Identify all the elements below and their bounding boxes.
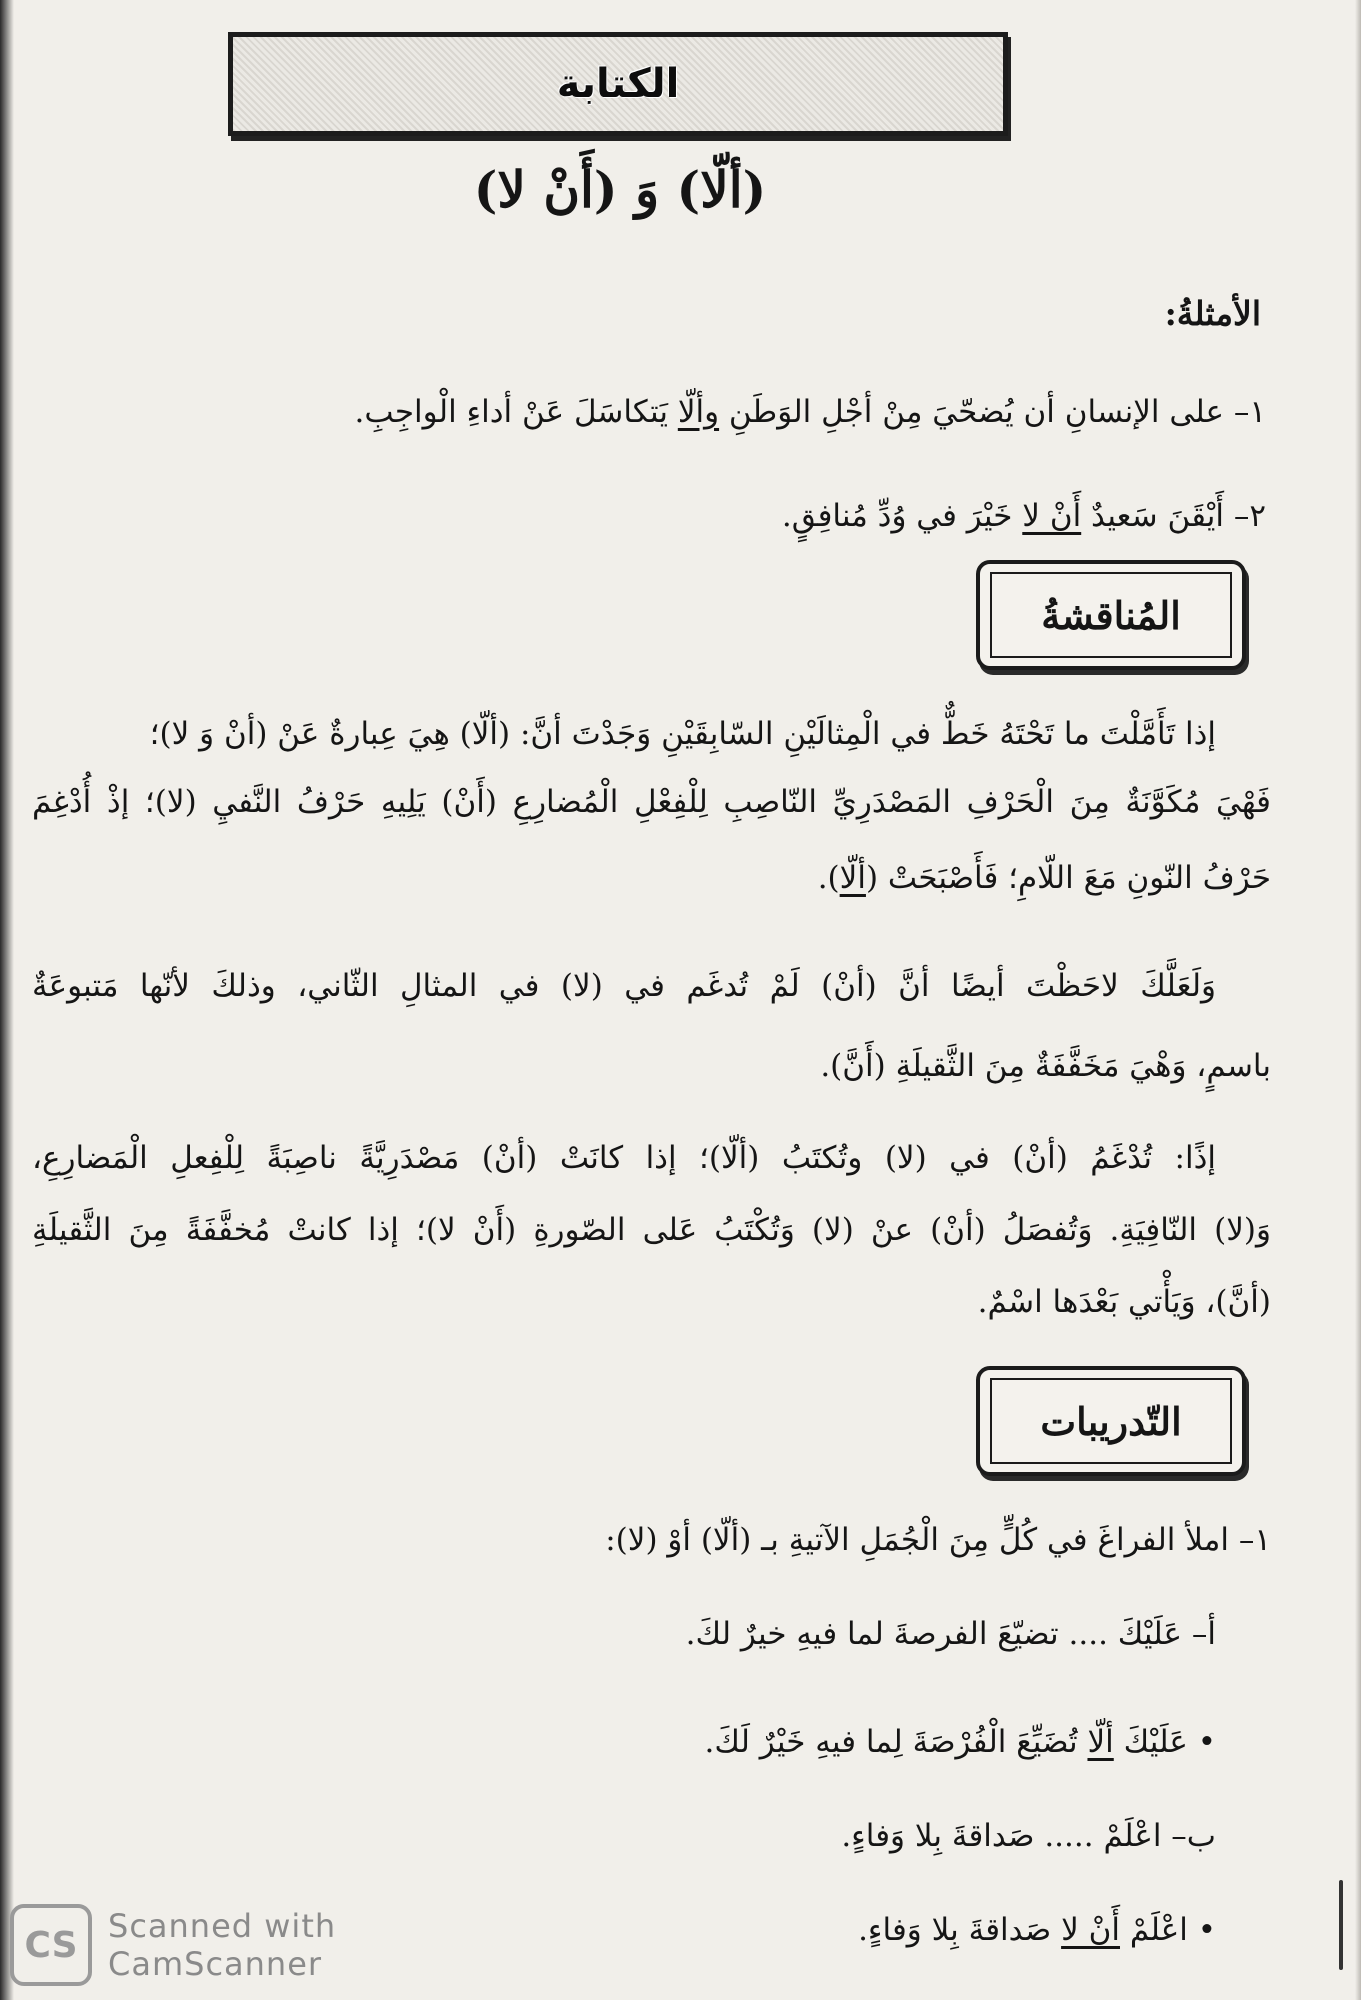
exercise-1b-answer [858,1904,1216,1956]
discussion-line-2: فَهْيَ مُكَوَّنَةٌ مِنَ الْحَرْفِ المَصْدَرِيِّ النّاصِبِ لِلْفِعْلِ الْمُضارِعِ (أَنْ) يَلِيهِ حَرْفُ النَّفيِ (لا)؛ إذْ أُدْغِمَ [32,784,1271,820]
discussion-line-7: وَ(لا) النّافِيَةِ. وَتُفصَلُ (أنْ) عنْ (لا) وَتُكْتَبُ عَلى الصّورةِ (أَنْ لا)؛ إذا كانتْ مُخفَّفَةً مِنَ الثَّقيلَةِ [32,1212,1271,1248]
exercise-1b-answer-start: • اعْلَمْ [1120,1912,1216,1948]
exercise-1b-answer-underlined: أَنْ لا [1061,1912,1120,1948]
discussion-line-3-start: حَرْفُ النّونِ مَعَ اللّامِ؛ فَأَصْبَحَتْ ( [865,860,1271,896]
lesson-title: (ألّا) وَ (أَنْ لا) [473,160,767,219]
exercise-1a-question: أ– عَلَيْكَ .... تضيّعَ الفرصةَ لما فيهِ خيرٌ لكَ. [685,1616,1216,1652]
example-1 [230,384,1266,440]
example-2-underlined: أَنْ لا [1022,498,1082,534]
section-banner [228,32,1008,136]
exercises-heading: التّدريبات [1040,1398,1182,1444]
exercise-1a-answer-underlined: ألّا [1087,1724,1114,1760]
example-2-text-start: ٢– أَيْقَنَ سَعيدٌ [1081,498,1266,534]
example-2 [782,490,1266,542]
exercise-1a-answer-end: تُضَيِّعَ الْفُرْصَةَ لِما فيهِ خَيْرٌ لَكَ. [704,1724,1088,1760]
discussion-line-3 [818,852,1271,904]
example-1-underlined: وألّا [677,394,720,430]
camscanner-line-2: CamScanner [108,1945,323,1983]
examples-heading: الأمثلةُ: [1164,294,1261,333]
scan-edge-shadow [0,0,14,2000]
example-2-text-end: خَيْرَ في وُدِّ مُنافِقٍ. [781,498,1023,534]
exercise-1-prompt: ١– املأ الفراغَ في كُلٍّ مِنَ الْجُمَلِ الآتيةِ بـ (ألّا) أوْ (لا): [605,1522,1271,1558]
scan-edge-right [1355,0,1361,2000]
example-1-text-end: يَتكاسَلَ عَنْ أداءِ الْواجِبِ. [354,394,678,430]
discussion-line-5: باسمٍ، وَهْيَ مَخَفَّفَةٌ مِنَ الثَّقيلَةِ (أَنَّ). [820,1048,1271,1084]
exercise-1a-answer-start: • عَلَيْكَ [1113,1724,1216,1760]
camscanner-watermark [10,1900,350,1990]
discussion-heading: المُناقشةُ [1041,592,1181,638]
discussion-line-6: إذًا: تُدْغَمُ (أنْ) في (لا) وتُكتَبُ (ألّا)؛ إذا كانَتْ (أنْ) مَصْدَرِيَّةً ناصِبَةً لِلْفِعلِ الْمَضارِعِ، [32,1140,1216,1176]
exercise-1b-question: ب– اعْلَمْ ..... صَداقةَ بِلا وَفاءٍ. [841,1818,1216,1854]
camscanner-text [108,1907,336,1983]
discussion-box [976,560,1246,670]
scan-edge-mark [1339,1880,1343,1970]
discussion-line-3-underlined: ألّا [839,860,866,896]
camscanner-line-1: Scanned with [108,1907,337,1945]
discussion-line-1: إذا تَأَمَّلْتَ ما تَحْتَهُ خَطٌّ في الْمِثالَيْنِ السّابِقَيْنِ وَجَدْتَ أنَّ: (ألّا) هِيَ عِبارةٌ عَنْ (أنْ وَ لا)؛ [149,716,1216,752]
discussion-line-8: (أنَّ)، وَيَأْتي بَعْدَها اسْمٌ. [977,1284,1271,1320]
exercise-1b-answer-end: صَداقةَ بِلا وَفاءٍ. [858,1912,1062,1948]
discussion-line-3-end: ). [817,860,840,896]
banner-title: الكتابة [556,61,680,107]
camscanner-logo-icon: CS [10,1904,92,1986]
example-1-text-start: ١– على الإنسانِ أن يُضحّيَ مِنْ أجْلِ الوَطَنِ [719,394,1266,430]
exercise-1a-answer [705,1716,1216,1768]
exercises-box [976,1366,1246,1476]
discussion-line-4: وَلَعَلَّكَ لاحَظْتَ أيضًا أنَّ (أنْ) لَمْ تُدغَم في (لا) في المثالِ الثّاني، وذلكَ لأنّها مَتبوعَةٌ [32,968,1216,1004]
